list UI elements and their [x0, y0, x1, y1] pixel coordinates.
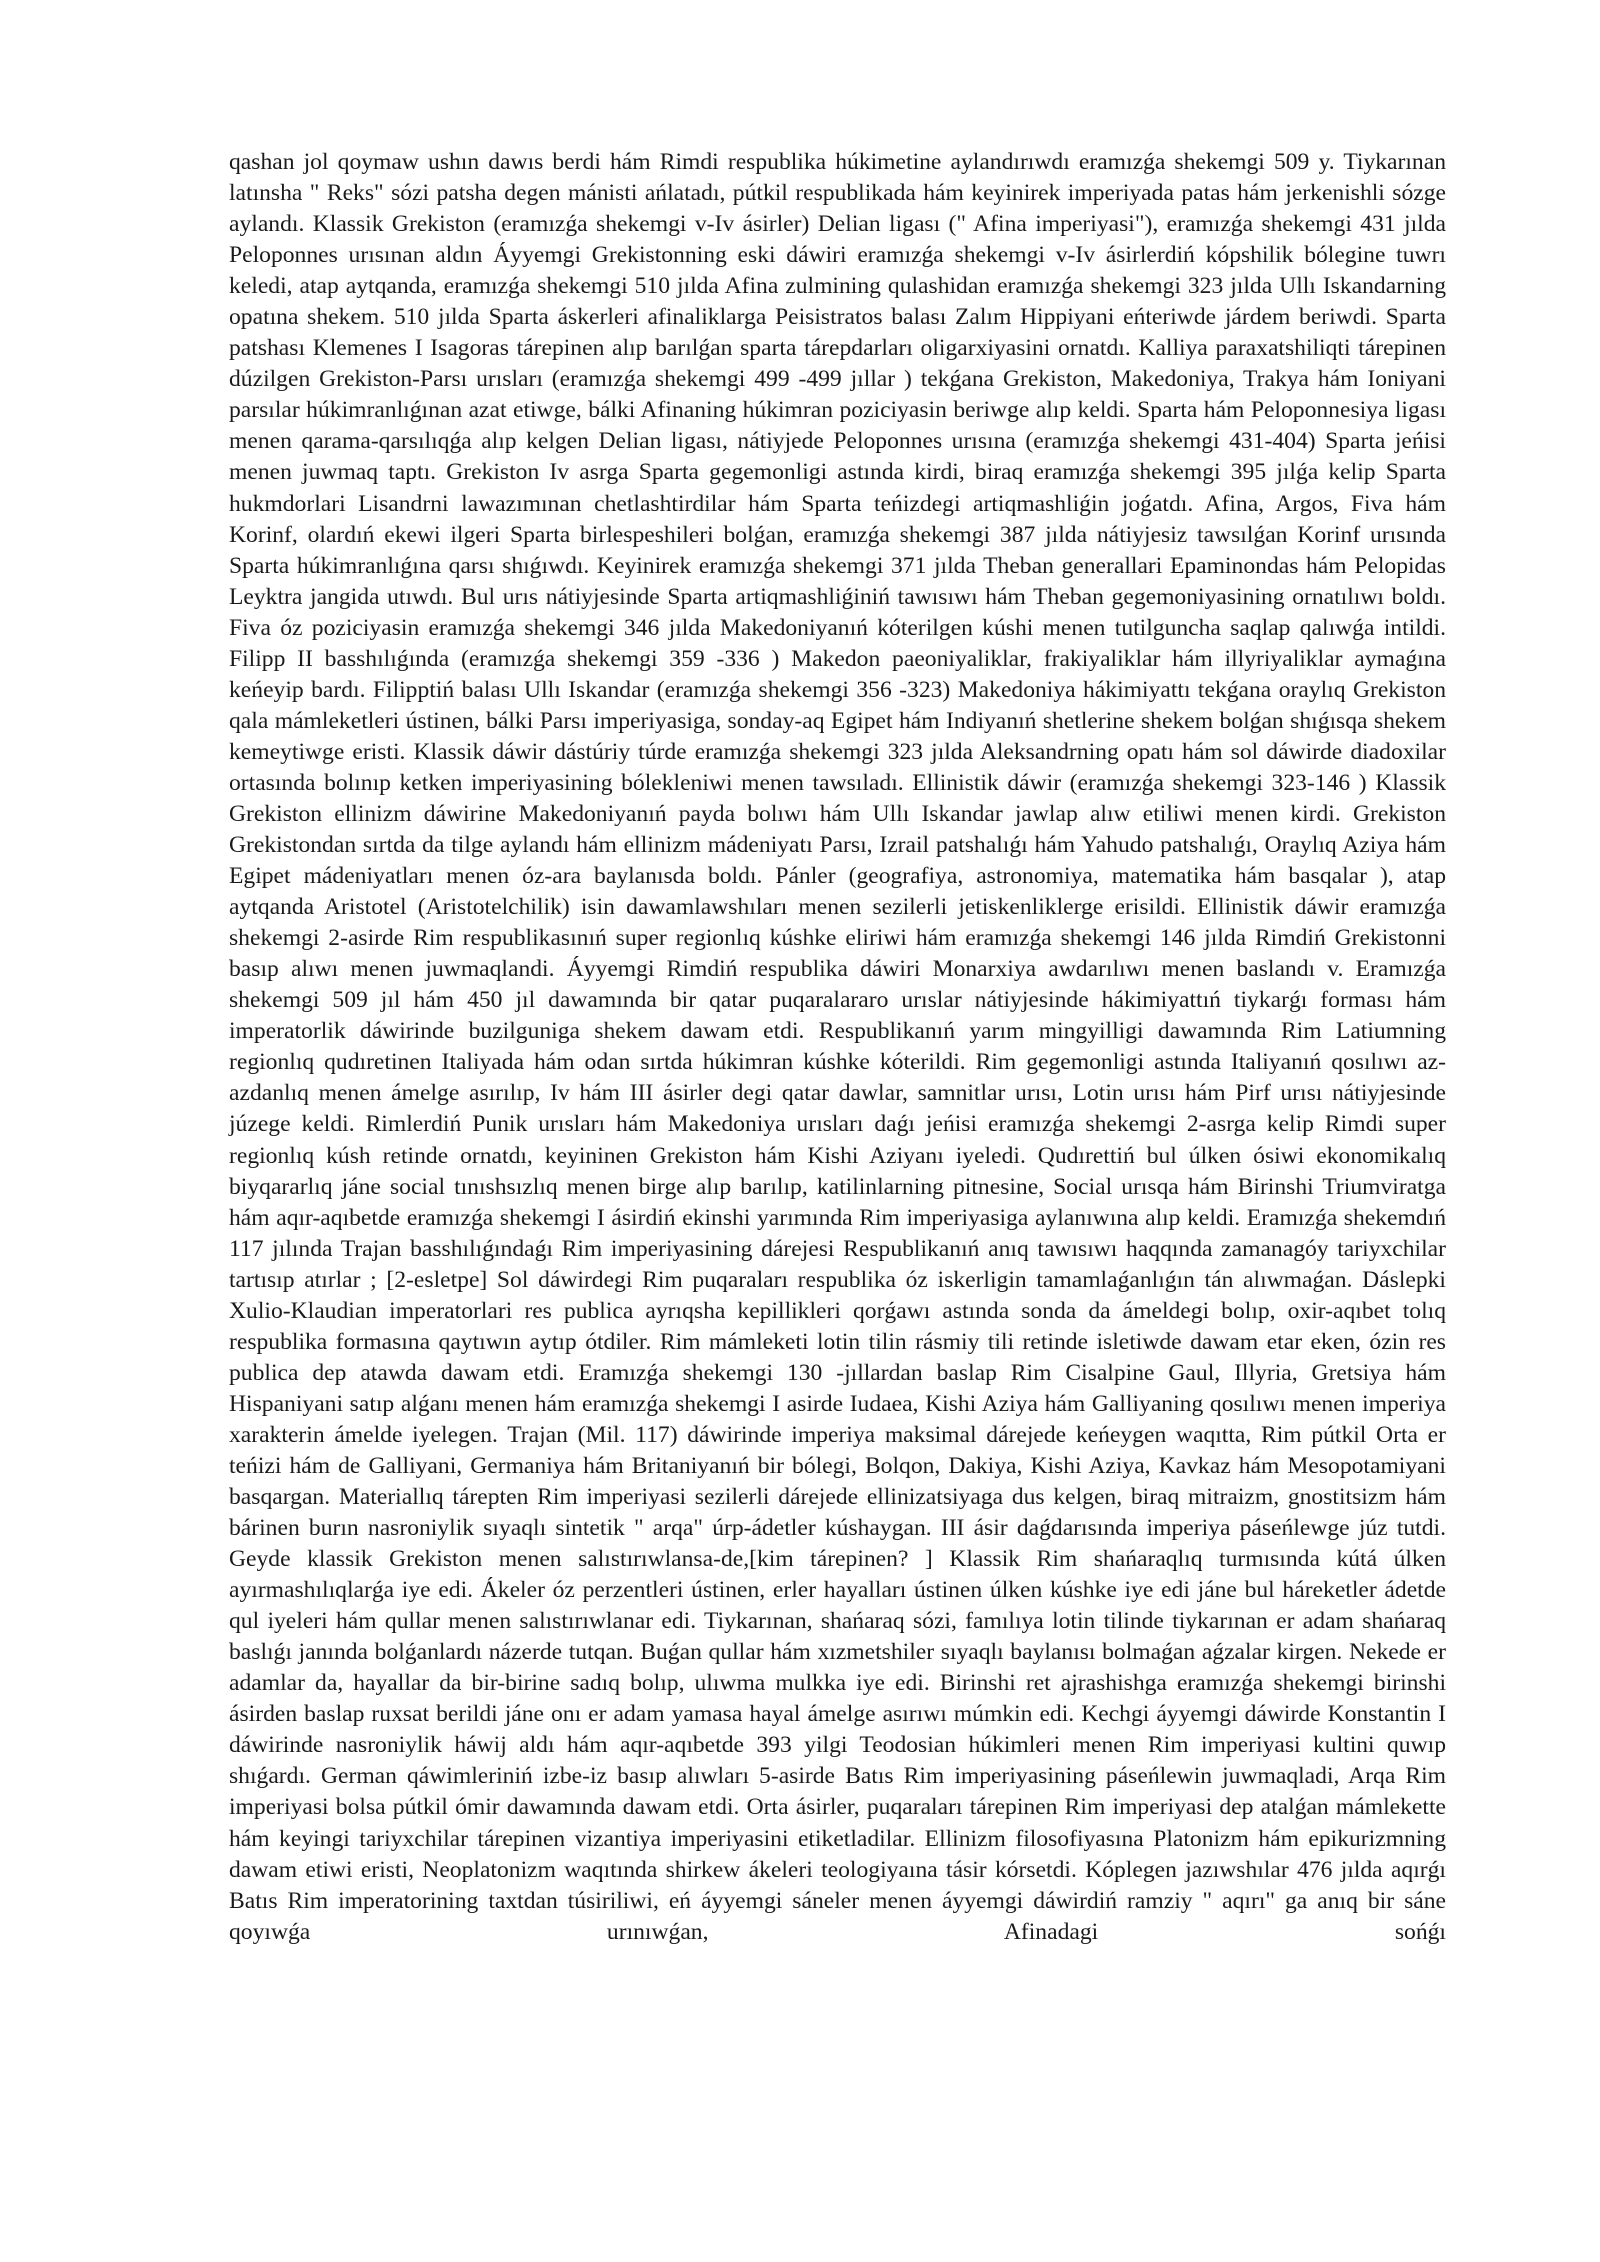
body-paragraph: qashan jol qoymaw ushın dawıs berdi hám Rimdi respublika húkimetine aylandırıwdı eramızǵa shekemgi 509 y. Tiykarınan latınsha " Reks" sózi patsha degen mánisti ańlatadı, pútkil respublikada hám keyinirek imperiyada patas hám jerkenishli sózge aylandı. Klassik Grekiston (eramızǵa shekemgi v-Iv ásirler) Delian ligası (" Afina imperiyasi"), eramızǵa shekemgi 431 jılda Peloponnes urısınan aldın Áyyemgi Grekistonning eski dáwiri eramızǵa shekemgi v-Iv ásirlerdiń kópshilik bólegine tuwrı keledi, atap aytqanda, eramızǵa shekemgi 510 jılda Afina zulmining qulashidan eramızǵa shekemgi 323 jılda Ullı Iskandarning opatına shekem. 510 jılda Sparta áskerleri afinaliklarga Peisistratos balası Zalım Hippiyani eńteriwde járdem beriwdi. Sparta patshası Klemenes I Isagoras tárepinen alıp barılǵan sparta tárepdarları oligarxiyasini ornatdı. Kalliya paraxatshiliqti tárepinen dúzilgen Grekiston-Parsı urısları (eramızǵa shekemgi 499 -499 jıllar ) tekǵana Grekiston, Makedoniya, Trakya hám Ioniyani parsılar húkimranlıǵınan azat etiwge, bálki Afinaning húkimran poziciyasin beriwge alıp keldi. Sparta hám Peloponnesiya ligası menen qarama-qarsılıqǵa alıp kelgen Delian ligası, nátiyjede Peloponnes urısına (eramızǵa shekemgi 431-404) Sparta jeńisi menen juwmaq taptı. Grekiston Iv asrga Sparta gegemonligi astında kirdi, biraq eramızǵa shekemgi 395 jılǵa kelip Sparta hukmdorlari Lisandrni lawazımınan chetlashtirdilar hám Sparta teńizdegi artiqmashliǵin joǵatdı. Afina, Argos, Fiva hám Korinf, olardıń ekewi ilgeri Sparta birlespeshileri bolǵan, eramızǵa shekemgi 387 jılda nátiyjesiz tawsılǵan Korinf urısında Sparta húkimranlıǵına qarsı shıǵıwdı. Keyinirek eramızǵa shekemgi 371 jılda Theban generallari Epaminondas hám Pelopidas Leyktra jangida utıwdı. Bul urıs nátiyjesinde Sparta artiqmashliǵiniń tawısıwı hám Theban gegemoniyasining ornatılıwı boldı. Fiva óz poziciyasin eramızǵa shekemgi 346 jılda Makedoniyanıń kóterilgen kúshi menen tutilguncha saqlap qalıwǵa intildi. Filipp II basshılıǵında (eramızǵa shekemgi 359 -336 ) Makedon paeoniyaliklar, frakiyaliklar hám illyriyaliklar aymaǵına keńeyip bardı. Filipptiń balası Ullı Iskandar (eramızǵa shekemgi 356 -323) Makedoniya hákimiyattı tekǵana oraylıq Grekiston qala mámleketleri ústinen, bálki Parsı imperiyasiga, sonday-aq Egipet hám Indiyanıń shetlerine shekem bolǵan shıǵısqa shekem kemeytiwge eristi. Klassik dáwir dástúriy túrde eramızǵa shekemgi 323 jılda Aleksandrning opatı hám sol dáwirde diadoxilar ortasında bolınıp ketken imperiyasining bólekleniwi menen tawsıladı. Ellinistik dáwir (eramızǵa shekemgi 323-146 ) Klassik Grekiston ellinizm dáwirine Makedoniyanıń payda bolıwı hám Ullı Iskandar jawlap alıw etiliwi menen kirdi. Grekiston Grekistondan sırtda da tilge aylandı hám ellinizm mádeniyatı Parsı, Izrail patshalıǵı hám Yahudo patshalıǵı, Oraylıq Aziya hám Egipet mádeniyatları menen óz-ara baylanısda boldı. Pánler (geografiya, astronomiya, matematika hám basqalar ), atap aytqanda Aristotel (Aristotelchilik) isin dawamlawshıları menen sezilerli jetiskenliklerge erisildi. Ellinistik dáwir eramızǵa shekemgi 2-asirde Rim respublikasınıń super regionlıq kúshke eliriwi hám eramızǵa shekemgi 146 jılda Rimdiń Grekistonni basıp alıwı menen juwmaqlandi. Áyyemgi Rimdiń respublika dáwiri Monarxiya awdarılıwı menen baslandı v. Eramızǵa shekemgi 509 jıl hám 450 jıl dawamında bir qatar puqaralararo urıslar nátiyjesinde hákimiyattıń tiykarǵı forması hám imperatorlik dáwirinde buzilguniga shekem dawam etdi. Respublikanıń yarım mingyilligi dawamında Rim Latiumning regionlıq qudıretinen Italiyada hám odan sırtda húkimran kúshke kóterildi. Rim gegemonligi astında Italiyanıń qosılıwı az-azdanlıq menen ámelge asırılıp, Iv hám III ásirler degi qatar dawlar, samnitlar urısı, Lotin urısı hám Pirf urısı nátiyjesinde júzege keldi. Rimlerdiń Punik urısları hám Makedoniya urısları daǵı jeńisi eramızǵa shekemgi 2-asrga kelip Rimdi super regionlıq kúsh retinde ornatdı, keyininen Grekiston hám Kishi Aziyanı iyeledi. Qudırettiń bul úlken ósiwi ekonomikalıq biyqararlıq jáne social tınıshsızlıq menen birge alıp barılıp, katilinlarning pitnesine, Social urısqa hám Birinshi Triumviratga hám aqır-aqıbetde eramızǵa shekemgi I ásirdiń ekinshi yarımında Rim imperiyasiga aylanıwına alıp keldi. Eramızǵa shekemdıń 117 jılında Trajan basshılıǵındaǵı Rim imperiyasining dárejesi Respublikanıń anıq tawısıwı haqqında zamanagóy tariyxchilar tartısıp atırlar ; [2-esletpe] Sol dáwirdegi Rim puqaraları respublika óz iskerligin tamamlaǵanlıǵın tán alıwmaǵan. Dáslepki Xulio-Klaudian imperatorlari res publica ayrıqsha kepillikleri qorǵawı astında sonda da ámeldegi bolıp, oxir-aqıbet tolıq respublika formasına qaytıwın aytıp ótdiler. Rim mámleketi lotin tilin rásmiy tili retinde isletiwde dawam etar eken, ózin res publica dep atawda dawam etdi. Eramızǵa shekemgi 130 -jıllardan baslap Rim Cisalpine Gaul, Illyria, Gretsiya hám Hispaniyani satıp alǵanı menen hám eramızǵa shekemgi I asirde Iudaea, Kishi Aziya hám Galliyaning qosılıwı menen imperiya xarakterin ámelde iyelegen. Trajan (Mil. 117) dáwirinde imperiya maksimal dárejede keńeygen waqıtta, Rim pútkil Orta er teńizi hám de Galliyani, Germaniya hám Britaniyanıń bir bólegi, Bolqon, Dakiya, Kishi Aziya, Kavkaz hám Mesopotamiyani basqargan. Materiallıq tárepten Rim imperiyasi sezilerli dárejede ellinizatsiyaga dus kelgen, biraq mitraizm, gnostitsizm hám bárinen burın nasroniylik sıyaqlı sintetik " arqa" úrp-ádetler kúshaygan. III ásir daǵdarısında imperiya páseńlewge júz tutdi. Geyde klassik Grekiston menen salıstırıwlansa-de,[kim tárepinen? ] Klassik Rim shańaraqlıq turmısında kútá úlken ayırmashılıqlarǵa iye edi. Ákeler óz perzentleri ústinen, erler hayalları ústinen úlken kúshke iye edi jáne bul háreketler ádetde qul iyeleri hám qullar menen salıstırıwlanar edi. Tiykarınan, shańaraq sózi, famılıya lotin tilinde tiykarınan er adam shańaraq baslıǵı janında bolǵanlardı názerde tutqan. Buǵan qullar hám xızmetshiler sıyaqlı baylanısı bolmaǵan aǵzalar kirgen. Nekede er adamlar da, hayallar da bir-birine sadıq bolıp, ulıwma mulkka iye edi. Birinshi ret ajrashishga eramızǵa shekemgi birinshi ásirden baslap ruxsat berildi jáne onı er adam yamasa hayal ámelge asırıwı múmkin edi. Kechgi áyyemgi dáwirde Konstantin I dáwirinde nasroniylik háwij aldı hám aqır-aqıbetde 393 yilgi Teodosian húkimleri menen Rim imperiyasi kultini quwıp shıǵardı. German qáwimleriniń izbe-iz basıp alıwları 5-asirde Batıs Rim imperiyasining páseńlewin juwmaqladi, Arqa Rim imperiyasi bolsa pútkil ómir dawamında dawam etdi. Orta ásirler, puqaraları tárepinen Rim imperiyasi dep atalǵan mámlekette hám keyingi tariyxchilar tárepinen vizantiya imperiyasini etiketladilar. Ellinizm filosofiyasına Platonizm hám epikurizmning dawam etiwi eristi, Neoplatonizm waqıtında shirkew ákeleri teologiyaına tásir kórsetdi. Kóplegen jazıwshılar 476 jılda aqırǵı Batıs Rim imperatorining taxtdan túsiriliwi, eń áyyemgi sáneler menen áyyemgi dáwirdiń ramziy " aqırı" ga anıq bir sáne qoyıwǵa urınıwǵan, Afinadagi sońǵı [229, 149, 1446, 1945]
